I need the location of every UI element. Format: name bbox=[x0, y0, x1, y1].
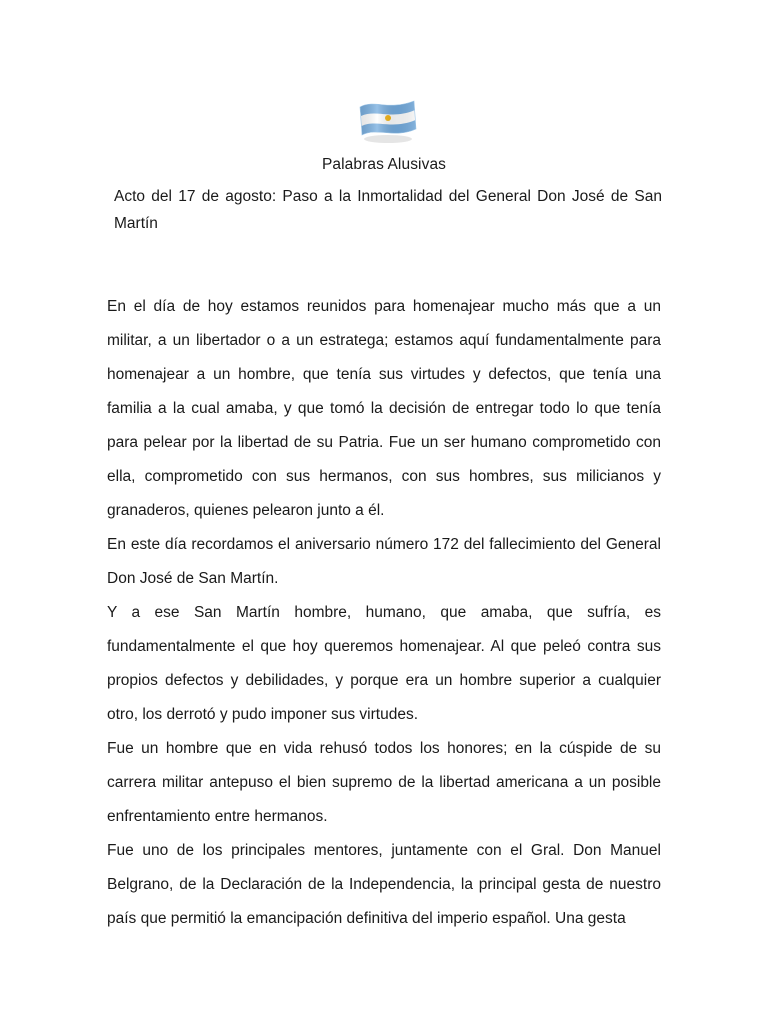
document-title: Palabras Alusivas bbox=[321, 156, 447, 173]
argentina-flag-icon bbox=[354, 95, 420, 145]
paragraph: En el día de hoy estamos reunidos para homenajear mucho más que a un militar, a un libertador o a un estratega; estamos aquí fundamentalmente para homenajear a un hombre, que tenía sus virtudes y defectos, que tenía una familia a la cual amaba, y que tomó la decisión de entregar todo lo que tenía para pelear por la libertad de su Patria. Fue un ser humano comprometido con ella, comprometido con sus hermanos, con sus hombres, sus milicianos y granaderos, quienes pelearon junto a él. bbox=[107, 298, 661, 519]
paragraph: Y a ese San Martín hombre, humano, que amaba, que sufría, es fundamentalmente el que hoy queremos homenajear. Al que peleó contra sus propios defectos y debilidades, y porque era un hombre superior a cualquier otro, los derrotó y pudo imponer sus virtudes. bbox=[107, 604, 661, 723]
paragraph: Fue uno de los principales mentores, juntamente con el Gral. Don Manuel Belgrano, de la Declaración de la Independencia, la principal gesta de nuestro país que permitió la emancipación definitiva del imperio español. Una gesta bbox=[107, 842, 661, 927]
paragraph: Fue un hombre que en vida rehusó todos los honores; en la cúspide de su carrera militar antepuso el bien supremo de la libertad americana a un posible enfrentamiento entre hermanos. bbox=[107, 740, 661, 825]
paragraph: En este día recordamos el aniversario número 172 del fallecimiento del General Don José de San Martín. bbox=[107, 536, 661, 587]
document-subtitle: Acto del 17 de agosto: Paso a la Inmortalidad del General Don José de San Martín bbox=[114, 188, 662, 232]
document-body bbox=[107, 290, 661, 936]
